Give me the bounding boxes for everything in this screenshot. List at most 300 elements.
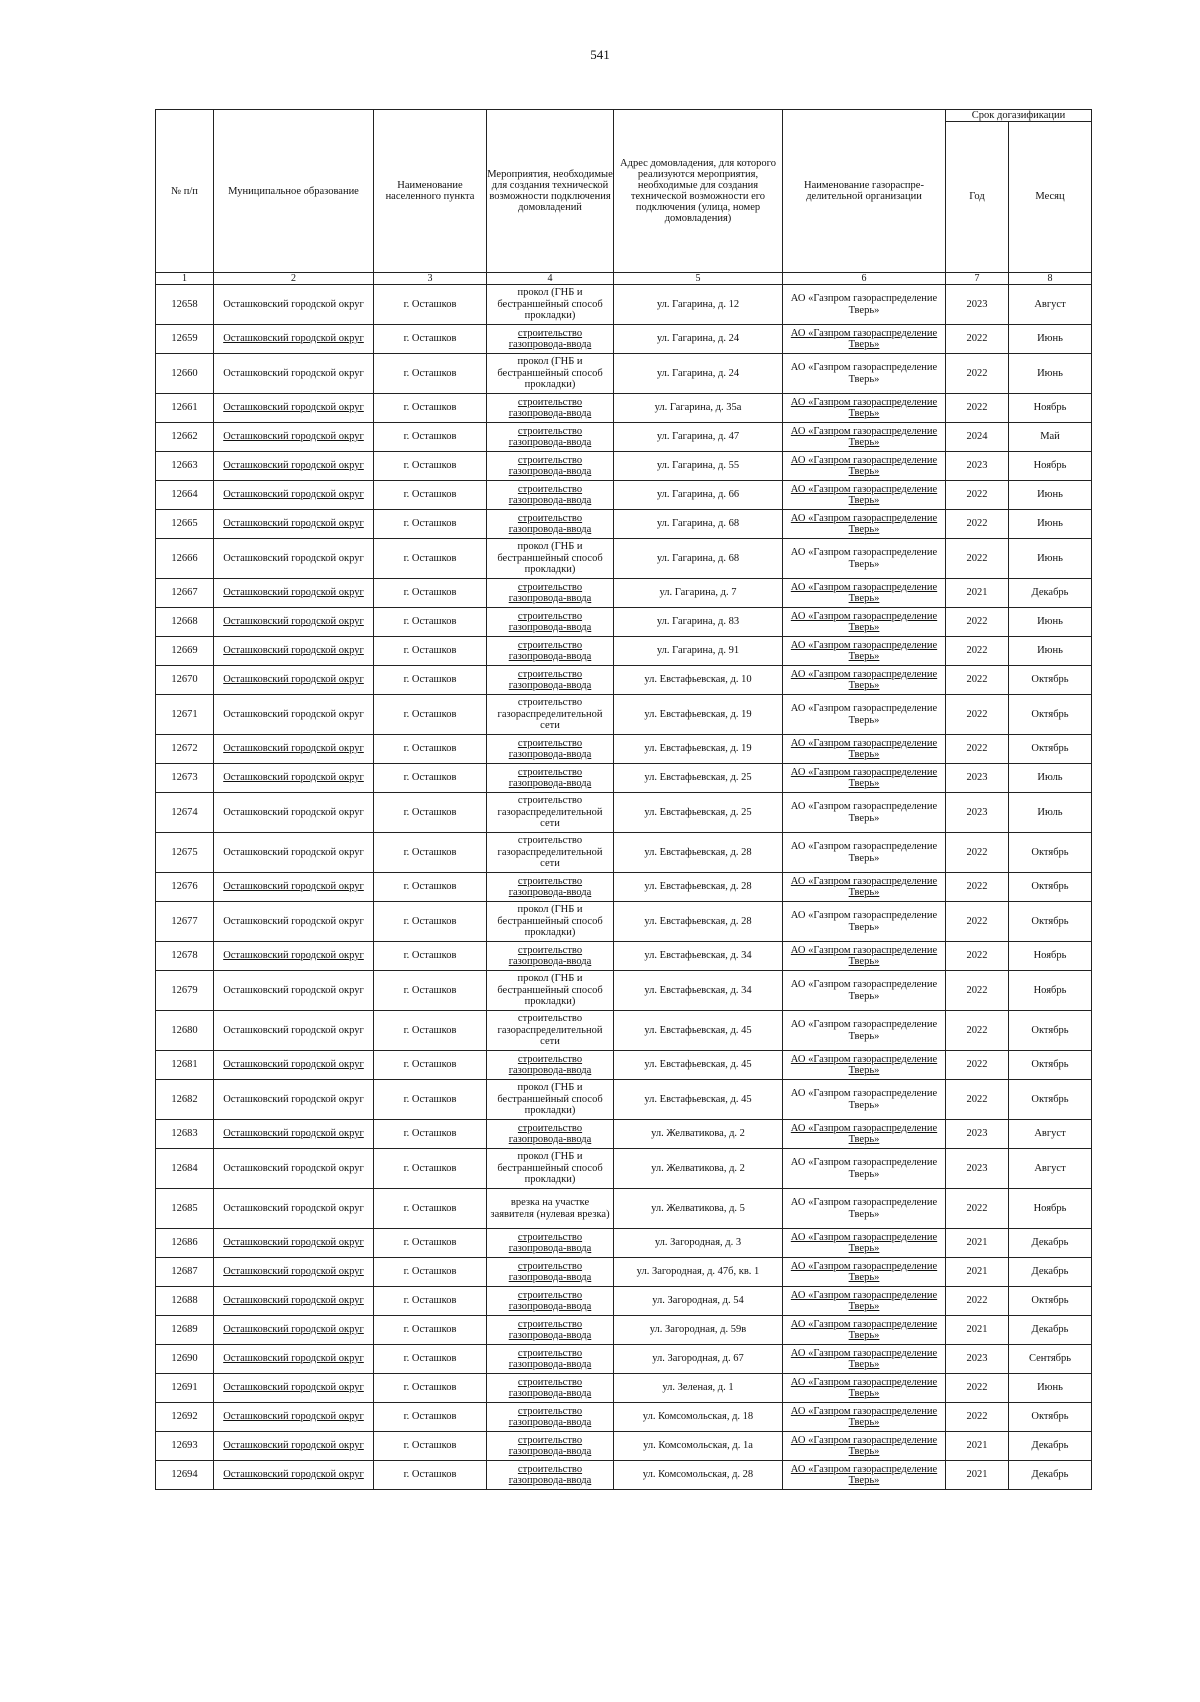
municipality-cell: Осташковский городской округ	[214, 764, 374, 793]
row-number-cell: 12689	[156, 1316, 214, 1345]
month-cell: Ноябрь	[1009, 1189, 1092, 1229]
measure-cell: строительство газопровода-ввода	[487, 1374, 614, 1403]
municipality-cell: Осташковский городской округ	[214, 1316, 374, 1345]
organization-cell: АО «Газпром газораспределение Тверь»	[783, 833, 946, 873]
settlement-cell: г. Осташков	[374, 510, 487, 539]
header-gasification-deadline: Срок догазификации	[946, 110, 1092, 122]
header-municipality: Муниципальное образование	[214, 110, 374, 273]
month-cell: Июнь	[1009, 325, 1092, 354]
address-cell: ул. Загородная, д. 47б, кв. 1	[614, 1258, 783, 1287]
organization-cell: АО «Газпром газораспределение Тверь»	[783, 1051, 946, 1080]
address-cell: ул. Гагарина, д. 12	[614, 285, 783, 325]
address-cell: ул. Евстафьевская, д. 28	[614, 873, 783, 902]
table-row	[156, 735, 1092, 764]
measure-cell: строительство газопровода-ввода	[487, 873, 614, 902]
municipality-cell: Осташковский городской округ	[214, 1461, 374, 1490]
month-cell: Ноябрь	[1009, 971, 1092, 1011]
year-cell: 2024	[946, 423, 1009, 452]
column-number-row	[156, 273, 1092, 285]
municipality-cell: Осташковский городской округ	[214, 1258, 374, 1287]
month-cell: Октябрь	[1009, 1051, 1092, 1080]
row-number-cell: 12693	[156, 1432, 214, 1461]
table-row	[156, 1149, 1092, 1189]
row-number-cell: 12668	[156, 608, 214, 637]
row-number-cell: 12661	[156, 394, 214, 423]
table-row	[156, 695, 1092, 735]
table-body	[156, 285, 1092, 1490]
table-row	[156, 971, 1092, 1011]
row-number-cell: 12670	[156, 666, 214, 695]
organization-cell: АО «Газпром газораспределение Тверь»	[783, 902, 946, 942]
year-cell: 2021	[946, 1432, 1009, 1461]
row-number-cell: 12662	[156, 423, 214, 452]
row-number-cell: 12672	[156, 735, 214, 764]
settlement-cell: г. Осташков	[374, 608, 487, 637]
row-number-cell: 12681	[156, 1051, 214, 1080]
settlement-cell: г. Осташков	[374, 1374, 487, 1403]
table-row	[156, 1403, 1092, 1432]
municipality-cell: Осташковский городской округ	[214, 423, 374, 452]
header-settlement: Наименование населенного пункта	[374, 110, 487, 273]
row-number-cell: 12679	[156, 971, 214, 1011]
measure-cell: строительство газопровода-ввода	[487, 1345, 614, 1374]
year-cell: 2022	[946, 666, 1009, 695]
measure-cell: строительство газопровода-ввода	[487, 452, 614, 481]
measure-cell: строительство газопровода-ввода	[487, 1051, 614, 1080]
settlement-cell: г. Осташков	[374, 452, 487, 481]
table-row	[156, 1258, 1092, 1287]
table-row	[156, 1011, 1092, 1051]
settlement-cell: г. Осташков	[374, 764, 487, 793]
year-cell: 2022	[946, 1080, 1009, 1120]
settlement-cell: г. Осташков	[374, 902, 487, 942]
year-cell: 2022	[946, 1011, 1009, 1051]
municipality-cell: Осташковский городской округ	[214, 873, 374, 902]
table-row	[156, 833, 1092, 873]
table-row	[156, 902, 1092, 942]
municipality-cell: Осташковский городской округ	[214, 1403, 374, 1432]
settlement-cell: г. Осташков	[374, 1120, 487, 1149]
column-number: 1	[156, 273, 214, 285]
month-cell: Октябрь	[1009, 833, 1092, 873]
column-number: 4	[487, 273, 614, 285]
month-cell: Сентябрь	[1009, 1345, 1092, 1374]
organization-cell: АО «Газпром газораспределение Тверь»	[783, 608, 946, 637]
organization-cell: АО «Газпром газораспределение Тверь»	[783, 1080, 946, 1120]
address-cell: ул. Евстафьевская, д. 34	[614, 971, 783, 1011]
month-cell: Июнь	[1009, 539, 1092, 579]
row-number-cell: 12682	[156, 1080, 214, 1120]
settlement-cell: г. Осташков	[374, 1189, 487, 1229]
organization-cell: АО «Газпром газораспределение Тверь»	[783, 1229, 946, 1258]
measure-cell: строительство газопровода-ввода	[487, 608, 614, 637]
address-cell: ул. Комсомольская, д. 1а	[614, 1432, 783, 1461]
header-measures: Мероприятия, необходимые для создания технической возможности подключения домовладений	[487, 110, 614, 273]
organization-cell: АО «Газпром газораспределение Тверь»	[783, 1189, 946, 1229]
settlement-cell: г. Осташков	[374, 394, 487, 423]
table-row	[156, 285, 1092, 325]
table-row	[156, 1374, 1092, 1403]
month-cell: Декабрь	[1009, 1258, 1092, 1287]
settlement-cell: г. Осташков	[374, 423, 487, 452]
month-cell: Октябрь	[1009, 1403, 1092, 1432]
settlement-cell: г. Осташков	[374, 539, 487, 579]
month-cell: Ноябрь	[1009, 452, 1092, 481]
measure-cell: строительство газопровода-ввода	[487, 666, 614, 695]
table-row	[156, 1080, 1092, 1120]
municipality-cell: Осташковский городской округ	[214, 1051, 374, 1080]
settlement-cell: г. Осташков	[374, 1258, 487, 1287]
month-cell: Октябрь	[1009, 666, 1092, 695]
measure-cell: прокол (ГНБ и бестраншейный способ прокладки)	[487, 902, 614, 942]
year-cell: 2022	[946, 902, 1009, 942]
municipality-cell: Осташковский городской округ	[214, 971, 374, 1011]
row-number-cell: 12671	[156, 695, 214, 735]
settlement-cell: г. Осташков	[374, 1229, 487, 1258]
measure-cell: врезка на участке заявителя (нулевая врезка)	[487, 1189, 614, 1229]
organization-cell: АО «Газпром газораспределение Тверь»	[783, 354, 946, 394]
row-number-cell: 12688	[156, 1287, 214, 1316]
municipality-cell: Осташковский городской округ	[214, 637, 374, 666]
year-cell: 2022	[946, 481, 1009, 510]
table-row	[156, 873, 1092, 902]
organization-cell: АО «Газпром газораспределение Тверь»	[783, 1120, 946, 1149]
measure-cell: прокол (ГНБ и бестраншейный способ прокладки)	[487, 539, 614, 579]
column-number: 8	[1009, 273, 1092, 285]
year-cell: 2022	[946, 394, 1009, 423]
organization-cell: АО «Газпром газораспределение Тверь»	[783, 579, 946, 608]
municipality-cell: Осташковский городской округ	[214, 285, 374, 325]
year-cell: 2021	[946, 1258, 1009, 1287]
organization-cell: АО «Газпром газораспределение Тверь»	[783, 1374, 946, 1403]
row-number-cell: 12669	[156, 637, 214, 666]
row-number-cell: 12694	[156, 1461, 214, 1490]
year-cell: 2022	[946, 1403, 1009, 1432]
settlement-cell: г. Осташков	[374, 1345, 487, 1374]
address-cell: ул. Зеленая, д. 1	[614, 1374, 783, 1403]
measure-cell: строительство газопровода-ввода	[487, 394, 614, 423]
table-row	[156, 1120, 1092, 1149]
settlement-cell: г. Осташков	[374, 793, 487, 833]
month-cell: Июнь	[1009, 637, 1092, 666]
measure-cell: строительство газопровода-ввода	[487, 1258, 614, 1287]
organization-cell: АО «Газпром газораспределение Тверь»	[783, 1345, 946, 1374]
organization-cell: АО «Газпром газораспределение Тверь»	[783, 971, 946, 1011]
municipality-cell: Осташковский городской округ	[214, 1080, 374, 1120]
organization-cell: АО «Газпром газораспределение Тверь»	[783, 481, 946, 510]
table-row	[156, 354, 1092, 394]
settlement-cell: г. Осташков	[374, 637, 487, 666]
year-cell: 2022	[946, 325, 1009, 354]
year-cell: 2021	[946, 1316, 1009, 1345]
month-cell: Ноябрь	[1009, 942, 1092, 971]
settlement-cell: г. Осташков	[374, 1011, 487, 1051]
measure-cell: строительство газопровода-ввода	[487, 423, 614, 452]
table-row	[156, 764, 1092, 793]
organization-cell: АО «Газпром газораспределение Тверь»	[783, 1461, 946, 1490]
settlement-cell: г. Осташков	[374, 1432, 487, 1461]
year-cell: 2022	[946, 354, 1009, 394]
address-cell: ул. Евстафьевская, д. 45	[614, 1011, 783, 1051]
table-row	[156, 325, 1092, 354]
year-cell: 2022	[946, 608, 1009, 637]
address-cell: ул. Евстафьевская, д. 19	[614, 735, 783, 764]
municipality-cell: Осташковский городской округ	[214, 1149, 374, 1189]
address-cell: ул. Евстафьевская, д. 45	[614, 1051, 783, 1080]
table-row	[156, 608, 1092, 637]
column-number: 7	[946, 273, 1009, 285]
municipality-cell: Осташковский городской округ	[214, 1189, 374, 1229]
month-cell: Июль	[1009, 793, 1092, 833]
municipality-cell: Осташковский городской округ	[214, 481, 374, 510]
year-cell: 2021	[946, 1229, 1009, 1258]
measure-cell: строительство газопровода-ввода	[487, 637, 614, 666]
organization-cell: АО «Газпром газораспределение Тверь»	[783, 1258, 946, 1287]
month-cell: Июнь	[1009, 481, 1092, 510]
address-cell: ул. Загородная, д. 54	[614, 1287, 783, 1316]
settlement-cell: г. Осташков	[374, 1287, 487, 1316]
table-row	[156, 1229, 1092, 1258]
organization-cell: АО «Газпром газораспределение Тверь»	[783, 423, 946, 452]
year-cell: 2021	[946, 1461, 1009, 1490]
settlement-cell: г. Осташков	[374, 481, 487, 510]
municipality-cell: Осташковский городской округ	[214, 394, 374, 423]
settlement-cell: г. Осташков	[374, 1461, 487, 1490]
row-number-cell: 12666	[156, 539, 214, 579]
month-cell: Октябрь	[1009, 1287, 1092, 1316]
month-cell: Октябрь	[1009, 902, 1092, 942]
settlement-cell: г. Осташков	[374, 666, 487, 695]
measure-cell: строительство газопровода-ввода	[487, 1229, 614, 1258]
municipality-cell: Осташковский городской округ	[214, 1432, 374, 1461]
address-cell: ул. Евстафьевская, д. 34	[614, 942, 783, 971]
municipality-cell: Осташковский городской округ	[214, 833, 374, 873]
organization-cell: АО «Газпром газораспределение Тверь»	[783, 764, 946, 793]
month-cell: Июнь	[1009, 608, 1092, 637]
row-number-cell: 12680	[156, 1011, 214, 1051]
header-address: Адрес домовладения, для которого реализуются мероприятия, необходимые для создания технической возможности его подключения (улица, номер домовладения)	[614, 110, 783, 273]
month-cell: Октябрь	[1009, 695, 1092, 735]
measure-cell: строительство газопровода-ввода	[487, 1461, 614, 1490]
municipality-cell: Осташковский городской округ	[214, 608, 374, 637]
month-cell: Октябрь	[1009, 735, 1092, 764]
municipality-cell: Осташковский городской округ	[214, 1374, 374, 1403]
year-cell: 2022	[946, 1287, 1009, 1316]
address-cell: ул. Загородная, д. 3	[614, 1229, 783, 1258]
address-cell: ул. Гагарина, д. 35а	[614, 394, 783, 423]
row-number-cell: 12676	[156, 873, 214, 902]
measure-cell: прокол (ГНБ и бестраншейный способ прокладки)	[487, 1080, 614, 1120]
organization-cell: АО «Газпром газораспределение Тверь»	[783, 1287, 946, 1316]
month-cell: Ноябрь	[1009, 394, 1092, 423]
table-row	[156, 510, 1092, 539]
year-cell: 2023	[946, 793, 1009, 833]
measure-cell: строительство газораспределительной сети	[487, 793, 614, 833]
address-cell: ул. Евстафьевская, д. 25	[614, 793, 783, 833]
municipality-cell: Осташковский городской округ	[214, 793, 374, 833]
address-cell: ул. Желватикова, д. 2	[614, 1149, 783, 1189]
municipality-cell: Осташковский городской округ	[214, 325, 374, 354]
table-header	[156, 110, 1092, 285]
measure-cell: строительство газораспределительной сети	[487, 1011, 614, 1051]
address-cell: ул. Евстафьевская, д. 28	[614, 833, 783, 873]
settlement-cell: г. Осташков	[374, 285, 487, 325]
address-cell: ул. Комсомольская, д. 18	[614, 1403, 783, 1432]
table-row	[156, 1432, 1092, 1461]
month-cell: Май	[1009, 423, 1092, 452]
address-cell: ул. Гагарина, д. 24	[614, 325, 783, 354]
settlement-cell: г. Осташков	[374, 735, 487, 764]
settlement-cell: г. Осташков	[374, 1316, 487, 1345]
table-row	[156, 579, 1092, 608]
year-cell: 2023	[946, 1120, 1009, 1149]
year-cell: 2022	[946, 1051, 1009, 1080]
organization-cell: АО «Газпром газораспределение Тверь»	[783, 793, 946, 833]
row-number-cell: 12683	[156, 1120, 214, 1149]
organization-cell: АО «Газпром газораспределение Тверь»	[783, 637, 946, 666]
year-cell: 2022	[946, 735, 1009, 764]
table-row	[156, 666, 1092, 695]
settlement-cell: г. Осташков	[374, 1080, 487, 1120]
table-row	[156, 793, 1092, 833]
row-number-cell: 12685	[156, 1189, 214, 1229]
table-row	[156, 1051, 1092, 1080]
measure-cell: прокол (ГНБ и бестраншейный способ прокладки)	[487, 354, 614, 394]
month-cell: Декабрь	[1009, 579, 1092, 608]
measure-cell: строительство газопровода-ввода	[487, 1120, 614, 1149]
municipality-cell: Осташковский городской округ	[214, 666, 374, 695]
year-cell: 2023	[946, 1149, 1009, 1189]
organization-cell: АО «Газпром газораспределение Тверь»	[783, 452, 946, 481]
municipality-cell: Осташковский городской округ	[214, 1345, 374, 1374]
row-number-cell: 12674	[156, 793, 214, 833]
row-number-cell: 12663	[156, 452, 214, 481]
table-row	[156, 1316, 1092, 1345]
measure-cell: строительство газопровода-ввода	[487, 942, 614, 971]
table-row	[156, 942, 1092, 971]
table-row	[156, 1189, 1092, 1229]
municipality-cell: Осташковский городской округ	[214, 735, 374, 764]
address-cell: ул. Гагарина, д. 66	[614, 481, 783, 510]
municipality-cell: Осташковский городской округ	[214, 1229, 374, 1258]
row-number-cell: 12691	[156, 1374, 214, 1403]
year-cell: 2023	[946, 764, 1009, 793]
gasification-table	[155, 109, 1092, 1490]
year-cell: 2022	[946, 873, 1009, 902]
organization-cell: АО «Газпром газораспределение Тверь»	[783, 873, 946, 902]
address-cell: ул. Гагарина, д. 68	[614, 539, 783, 579]
month-cell: Июль	[1009, 764, 1092, 793]
page-number: 541	[590, 47, 610, 62]
year-cell: 2022	[946, 942, 1009, 971]
address-cell: ул. Евстафьевская, д. 45	[614, 1080, 783, 1120]
measure-cell: строительство газопровода-ввода	[487, 764, 614, 793]
year-cell: 2021	[946, 579, 1009, 608]
address-cell: ул. Комсомольская, д. 28	[614, 1461, 783, 1490]
municipality-cell: Осташковский городской округ	[214, 902, 374, 942]
column-number: 3	[374, 273, 487, 285]
month-cell: Октябрь	[1009, 1011, 1092, 1051]
table-row	[156, 481, 1092, 510]
measure-cell: строительство газопровода-ввода	[487, 1403, 614, 1432]
month-cell: Декабрь	[1009, 1229, 1092, 1258]
settlement-cell: г. Осташков	[374, 354, 487, 394]
settlement-cell: г. Осташков	[374, 971, 487, 1011]
column-number: 6	[783, 273, 946, 285]
address-cell: ул. Загородная, д. 67	[614, 1345, 783, 1374]
table-row	[156, 423, 1092, 452]
address-cell: ул. Евстафьевская, д. 10	[614, 666, 783, 695]
address-cell: ул. Гагарина, д. 68	[614, 510, 783, 539]
organization-cell: АО «Газпром газораспределение Тверь»	[783, 735, 946, 764]
month-cell: Октябрь	[1009, 1080, 1092, 1120]
measure-cell: строительство газопровода-ввода	[487, 1432, 614, 1461]
settlement-cell: г. Осташков	[374, 1149, 487, 1189]
row-number-cell: 12678	[156, 942, 214, 971]
month-cell: Декабрь	[1009, 1316, 1092, 1345]
organization-cell: АО «Газпром газораспределение Тверь»	[783, 1149, 946, 1189]
address-cell: ул. Гагарина, д. 47	[614, 423, 783, 452]
year-cell: 2022	[946, 695, 1009, 735]
address-cell: ул. Евстафьевская, д. 25	[614, 764, 783, 793]
header-row-number: № п/п	[156, 110, 214, 273]
organization-cell: АО «Газпром газораспределение Тверь»	[783, 1432, 946, 1461]
municipality-cell: Осташковский городской округ	[214, 510, 374, 539]
municipality-cell: Осташковский городской округ	[214, 1011, 374, 1051]
settlement-cell: г. Осташков	[374, 579, 487, 608]
year-cell: 2023	[946, 452, 1009, 481]
year-cell: 2022	[946, 1189, 1009, 1229]
year-cell: 2022	[946, 539, 1009, 579]
year-cell: 2022	[946, 637, 1009, 666]
year-cell: 2023	[946, 285, 1009, 325]
year-cell: 2023	[946, 1345, 1009, 1374]
measure-cell: строительство газопровода-ввода	[487, 1316, 614, 1345]
row-number-cell: 12659	[156, 325, 214, 354]
table-row	[156, 637, 1092, 666]
address-cell: ул. Евстафьевская, д. 28	[614, 902, 783, 942]
column-number: 5	[614, 273, 783, 285]
header-organization: Наименование газораспре-делительной организации	[783, 110, 946, 273]
row-number-cell: 12675	[156, 833, 214, 873]
municipality-cell: Осташковский городской округ	[214, 539, 374, 579]
address-cell: ул. Гагарина, д. 91	[614, 637, 783, 666]
municipality-cell: Осташковский городской округ	[214, 942, 374, 971]
settlement-cell: г. Осташков	[374, 1403, 487, 1432]
header-year: Год	[946, 122, 1009, 273]
address-cell: ул. Гагарина, д. 7	[614, 579, 783, 608]
settlement-cell: г. Осташков	[374, 325, 487, 354]
address-cell: ул. Загородная, д. 59в	[614, 1316, 783, 1345]
organization-cell: АО «Газпром газораспределение Тверь»	[783, 666, 946, 695]
month-cell: Июнь	[1009, 510, 1092, 539]
settlement-cell: г. Осташков	[374, 942, 487, 971]
year-cell: 2022	[946, 833, 1009, 873]
address-cell: ул. Желватикова, д. 5	[614, 1189, 783, 1229]
measure-cell: строительство газопровода-ввода	[487, 579, 614, 608]
table-row	[156, 1287, 1092, 1316]
measure-cell: строительство газопровода-ввода	[487, 481, 614, 510]
organization-cell: АО «Газпром газораспределение Тверь»	[783, 510, 946, 539]
organization-cell: АО «Газпром газораспределение Тверь»	[783, 539, 946, 579]
municipality-cell: Осташковский городской округ	[214, 579, 374, 608]
row-number-cell: 12660	[156, 354, 214, 394]
measure-cell: строительство газопровода-ввода	[487, 735, 614, 764]
address-cell: ул. Евстафьевская, д. 19	[614, 695, 783, 735]
month-cell: Август	[1009, 1149, 1092, 1189]
year-cell: 2022	[946, 971, 1009, 1011]
settlement-cell: г. Осташков	[374, 873, 487, 902]
